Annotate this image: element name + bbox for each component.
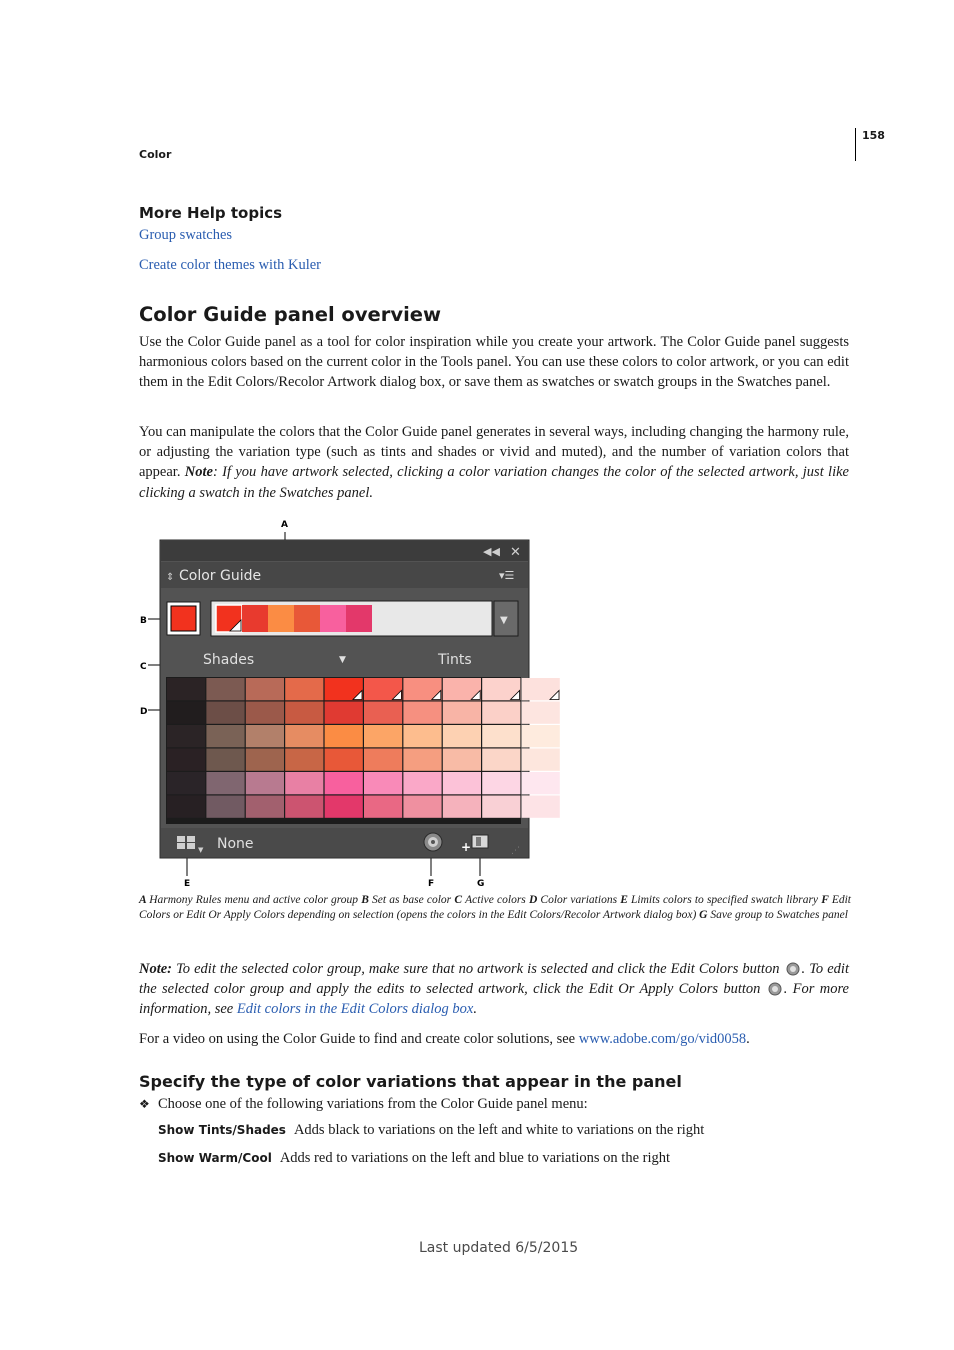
variation-swatch[interactable] bbox=[364, 702, 402, 724]
caption-text: Set as base color bbox=[372, 894, 455, 906]
link-edit-colors[interactable]: Edit colors in the Edit Colors dialog box bbox=[236, 1001, 474, 1018]
variation-swatch[interactable] bbox=[443, 772, 481, 794]
variation-swatch[interactable] bbox=[482, 749, 520, 771]
video-paragraph bbox=[139, 1029, 849, 1049]
callout-d: D bbox=[140, 707, 148, 717]
callout-g: G bbox=[477, 879, 485, 889]
definition-desc: Adds black to variations on the left and white to variations on the right bbox=[293, 1122, 705, 1138]
color-guide-panel bbox=[160, 540, 560, 858]
note-text-1: To edit the selected color group, make sure that no artwork is selected and click the Edit Colors button bbox=[172, 961, 784, 977]
variation-swatch[interactable] bbox=[482, 772, 520, 794]
definition-term: Show Tints/Shades bbox=[158, 1123, 286, 1137]
variation-swatch[interactable] bbox=[285, 702, 323, 724]
variation-swatch[interactable] bbox=[364, 772, 402, 794]
active-color-swatch[interactable] bbox=[320, 605, 346, 632]
variation-swatch[interactable] bbox=[325, 725, 363, 747]
variation-swatch[interactable] bbox=[206, 702, 244, 724]
harmony-dropdown-icon: ▼ bbox=[500, 615, 508, 626]
caption-letter: D bbox=[528, 894, 541, 906]
caption-letter: E bbox=[620, 894, 632, 906]
variation-swatch[interactable] bbox=[206, 678, 244, 700]
callout-e: E bbox=[184, 879, 191, 889]
variation-swatch[interactable] bbox=[364, 725, 402, 747]
variation-swatch[interactable] bbox=[522, 725, 560, 747]
variation-swatch[interactable] bbox=[325, 749, 363, 771]
caption-text: Active colors bbox=[465, 894, 529, 906]
variation-swatch[interactable] bbox=[443, 796, 481, 818]
variation-swatch[interactable] bbox=[285, 796, 323, 818]
section-title: Color Guide panel overview bbox=[139, 303, 442, 326]
note-text-3: . For more information, see bbox=[139, 981, 849, 1018]
note-label: Note bbox=[184, 464, 213, 481]
active-color-swatch[interactable] bbox=[294, 605, 320, 632]
more-help-heading: More Help topics bbox=[139, 204, 283, 222]
shades-label: Shades bbox=[203, 652, 255, 668]
variation-swatch[interactable] bbox=[482, 796, 520, 818]
active-color-swatch[interactable] bbox=[346, 605, 372, 632]
variation-swatch[interactable] bbox=[285, 772, 323, 794]
variation-swatch[interactable] bbox=[403, 772, 441, 794]
caption-text: Edit Colors or Edit Or Apply Colors depending on selection (opens the colors in the Edit Colors/Recolor Artwork dialog box) bbox=[139, 894, 851, 921]
base-color-swatch bbox=[171, 606, 196, 631]
callout-b: B bbox=[140, 616, 147, 626]
variation-swatch[interactable] bbox=[167, 702, 205, 724]
variation-swatch[interactable] bbox=[167, 749, 205, 771]
definition-term: Show Warm/Cool bbox=[158, 1151, 272, 1165]
active-color-swatch[interactable] bbox=[242, 605, 268, 632]
caption-text: Color variations bbox=[540, 894, 621, 906]
callout-f: F bbox=[428, 879, 435, 889]
variation-swatch[interactable] bbox=[167, 678, 205, 700]
variation-swatch[interactable] bbox=[206, 772, 244, 794]
variation-swatch[interactable] bbox=[246, 678, 284, 700]
edit-colors-note bbox=[139, 959, 849, 1020]
variation-swatch[interactable] bbox=[482, 702, 520, 724]
link-create-color-themes-kuler[interactable]: Create color themes with Kuler bbox=[139, 257, 321, 273]
caption-letter: B bbox=[361, 894, 373, 906]
panel-titlebar bbox=[161, 541, 528, 561]
resize-grip-icon: ⋰ bbox=[511, 846, 520, 856]
variation-swatch[interactable] bbox=[206, 725, 244, 747]
variation-swatch[interactable] bbox=[522, 702, 560, 724]
variation-swatch[interactable] bbox=[285, 749, 323, 771]
link-group-swatches[interactable]: Group swatches bbox=[139, 227, 233, 243]
variation-swatch[interactable] bbox=[443, 749, 481, 771]
variation-swatch[interactable] bbox=[364, 796, 402, 818]
note-label: Note: bbox=[139, 961, 173, 977]
bullet-text: Choose one of the following variations from the Color Guide panel menu: bbox=[158, 1096, 588, 1112]
note-text-4: . bbox=[473, 1001, 477, 1018]
subsection-title: Specify the type of color variations that appear in the panel bbox=[139, 1072, 682, 1091]
edit-colors-icon bbox=[784, 962, 802, 976]
variation-swatch[interactable] bbox=[285, 725, 323, 747]
svg-text:+: + bbox=[461, 840, 472, 854]
caption-letter: A bbox=[139, 894, 150, 906]
panel-menu-icon: ▾☰ bbox=[499, 569, 515, 582]
page-number: 158 bbox=[862, 129, 885, 142]
intro-paragraph: Use the Color Guide panel as a tool for color inspiration while you create your artwork. The Color Guide panel suggests harmonious colors based on the current color in the Tools panel. You can use these colors to color artwork, or you can edit them in the Edit Colors/Recolor Artwork dialog box, or save them as swatches or swatch groups in the Swatches panel. bbox=[139, 334, 849, 391]
variation-swatch[interactable] bbox=[246, 702, 284, 724]
panel-title: Color Guide bbox=[179, 568, 262, 584]
variation-swatch[interactable] bbox=[403, 796, 441, 818]
variation-swatch[interactable] bbox=[403, 749, 441, 771]
variation-swatch[interactable] bbox=[325, 702, 363, 724]
definition-tints-shades bbox=[158, 1122, 704, 1139]
edit-or-apply-colors-icon bbox=[766, 982, 784, 996]
callout-a: A bbox=[281, 520, 288, 530]
caption-letter: C bbox=[454, 894, 466, 906]
active-colors-strip bbox=[216, 605, 372, 632]
variation-swatch[interactable] bbox=[443, 702, 481, 724]
variation-swatch[interactable] bbox=[167, 725, 205, 747]
callout-c: C bbox=[140, 662, 147, 672]
variation-swatch[interactable] bbox=[403, 702, 441, 724]
note-text: : If you have artwork selected, clicking a color variation changes the color of the selected artwork, just like clicking a swatch in the Swatches panel. bbox=[139, 464, 849, 501]
edit-colors-icon bbox=[424, 833, 442, 851]
definition-desc: Adds red to variations on the left and blue to variations on the right bbox=[279, 1150, 671, 1166]
variation-swatch[interactable] bbox=[206, 796, 244, 818]
definition-warm-cool bbox=[158, 1150, 670, 1167]
caption-text: Limits colors to specified swatch library bbox=[631, 894, 822, 906]
variation-swatch[interactable] bbox=[364, 749, 402, 771]
variation-swatch[interactable] bbox=[246, 772, 284, 794]
variation-swatch[interactable] bbox=[167, 772, 205, 794]
variation-swatch[interactable] bbox=[246, 725, 284, 747]
video-end: . bbox=[746, 1031, 750, 1047]
note-text-2: . To edit the selected color group and apply the edits to selected artwork, click the Edit Or Apply Colors button bbox=[139, 961, 849, 998]
variation-swatch[interactable] bbox=[403, 725, 441, 747]
swatch-library-none: None bbox=[217, 836, 254, 852]
variation-swatch[interactable] bbox=[246, 796, 284, 818]
variation-dropdown-icon: ▼ bbox=[339, 655, 346, 665]
svg-text:▼: ▼ bbox=[198, 846, 204, 854]
caption-letter: G bbox=[699, 908, 711, 921]
variation-swatch[interactable] bbox=[285, 678, 323, 700]
caption-text: Harmony Rules menu and active color group bbox=[149, 894, 362, 906]
caption-letter: F bbox=[821, 894, 832, 906]
figure-caption bbox=[139, 893, 851, 922]
variation-swatch[interactable] bbox=[325, 772, 363, 794]
video-text: For a video on using the Color Guide to find and create color solutions, see bbox=[139, 1031, 579, 1047]
link-video[interactable]: www.adobe.com/go/vid0058 bbox=[578, 1031, 747, 1047]
variation-swatch[interactable] bbox=[522, 772, 560, 794]
collapse-icon: ◀◀ bbox=[483, 545, 500, 558]
caption-text: Save group to Swatches panel bbox=[710, 908, 848, 921]
variation-swatch[interactable] bbox=[443, 725, 481, 747]
bullet-diamond-icon: ❖ bbox=[139, 1097, 150, 1111]
variation-swatch[interactable] bbox=[325, 796, 363, 818]
footer-last-updated: Last updated 6/5/2015 bbox=[419, 1240, 579, 1256]
running-head: Color bbox=[139, 148, 172, 161]
variation-swatch[interactable] bbox=[522, 749, 560, 771]
variation-swatch[interactable] bbox=[206, 749, 244, 771]
variation-swatch[interactable] bbox=[522, 796, 560, 818]
close-icon: ✕ bbox=[510, 545, 521, 560]
para-text: You can manipulate the colors that the Color Guide panel generates in several ways, including changing the harmony rule, or adjusting the variation type (such as tints and shades or vivid and muted), and the number of variation colors that appear. bbox=[139, 424, 849, 481]
variation-swatch[interactable] bbox=[167, 796, 205, 818]
tints-label: Tints bbox=[438, 652, 472, 668]
variation-swatch[interactable] bbox=[482, 725, 520, 747]
tab-arrows-icon: ⇕ bbox=[166, 572, 175, 583]
active-color-swatch[interactable] bbox=[268, 605, 294, 632]
variation-swatch[interactable] bbox=[246, 749, 284, 771]
